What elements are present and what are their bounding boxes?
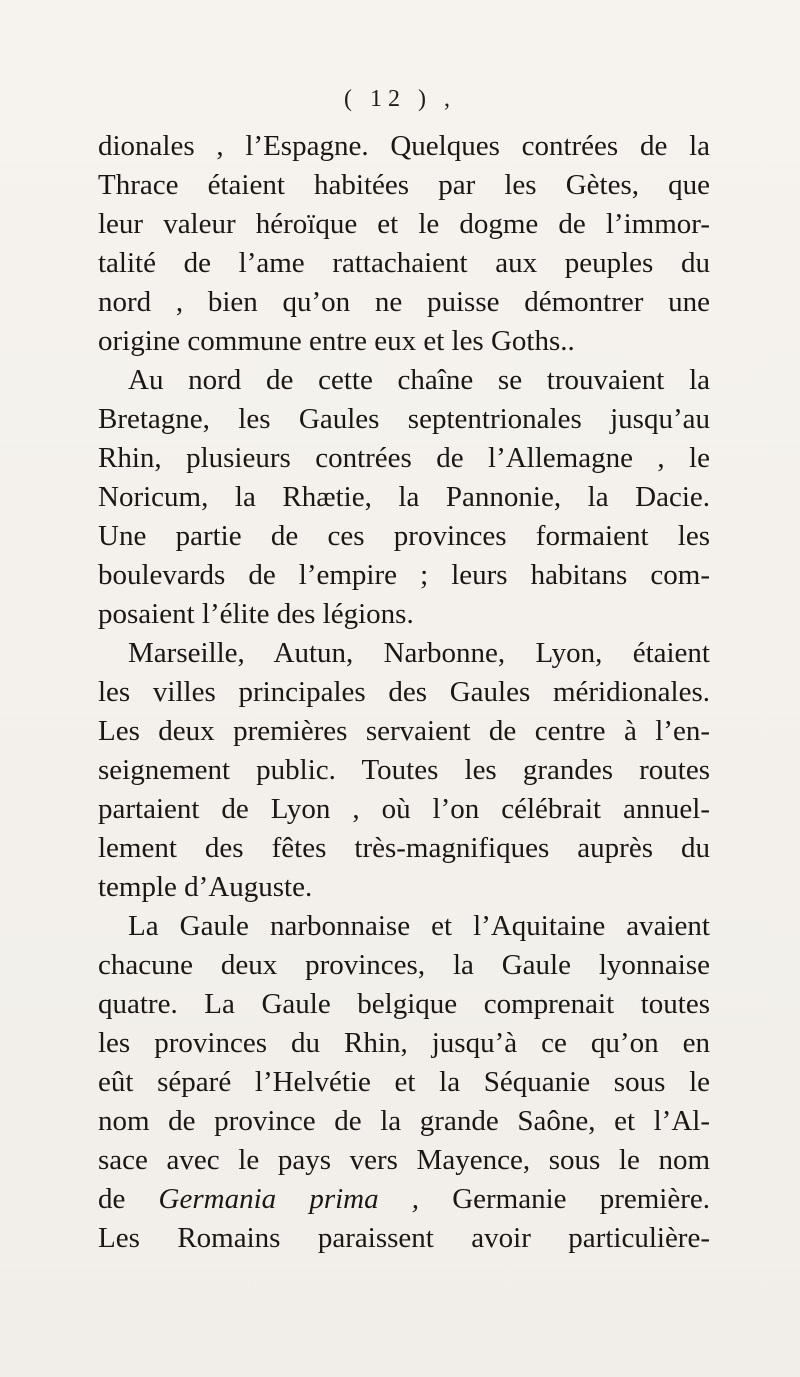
text-fragment: de (98, 1183, 126, 1215)
text-line: talité de l’ame rattachaient aux peuples du (98, 247, 710, 279)
text-line: Une partie de ces provinces formaient les (98, 520, 710, 552)
text-line: eût séparé l’Helvétie et la Séquanie sous le (98, 1066, 710, 1098)
page-number: ( 12 ) , (344, 86, 456, 112)
text-line: Les deux premières servaient de centre à l’en- (98, 715, 710, 747)
text-line: chacune deux provinces, la Gaule lyonnaise (98, 949, 710, 981)
text-line: temple d’Auguste. (98, 871, 313, 903)
text-line: boulevards de l’empire ; leurs habitans com- (98, 559, 710, 591)
text-line: nord , bien qu’on ne puisse démontrer une (98, 286, 710, 318)
text-line: leur valeur héroïque et le dogme de l’immor- (98, 208, 710, 240)
text-line: La Gaule narbonnaise et l’Aquitaine avaient (128, 910, 710, 942)
text-line: Marseille, Autun, Narbonne, Lyon, étaient (128, 637, 710, 669)
text-line: les provinces du Rhin, jusqu’à ce qu’on en (98, 1027, 710, 1059)
text-line: posaient l’élite des légions. (98, 598, 414, 630)
text-line: Noricum, la Rhætie, la Pannonie, la Dacie. (98, 481, 710, 513)
text-line: nom de province de la grande Saône, et l’Al- (98, 1105, 710, 1137)
text-line-with-italic (98, 1180, 710, 1219)
text-line: seignement public. Toutes les grandes routes (98, 754, 710, 786)
text-line: origine commune entre eux et les Goths.. (98, 325, 575, 357)
text-line: Bretagne, les Gaules septentrionales jusqu’au (98, 403, 710, 435)
text-line: lement des fêtes très-magnifiques auprès du (98, 832, 710, 864)
text-line: quatre. La Gaule belgique comprenait toutes (98, 988, 710, 1020)
italic-title: Germania prima , (158, 1183, 420, 1215)
text-line: Au nord de cette chaîne se trouvaient la (128, 364, 710, 396)
text-line: partaient de Lyon , où l’on célébrait annuel- (98, 793, 710, 825)
text-line: Rhin, plusieurs contrées de l’Allemagne , le (98, 442, 710, 474)
text-fragment: Germanie première. (452, 1183, 710, 1215)
text-line: sace avec le pays vers Mayence, sous le nom (98, 1144, 710, 1176)
body-text (98, 127, 710, 1258)
text-line: Les Romains paraissent avoir particulière- (98, 1222, 710, 1254)
text-line: Thrace étaient habitées par les Gètes, que (98, 169, 710, 201)
text-line: dionales , l’Espagne. Quelques contrées de la (98, 130, 710, 162)
text-line: les villes principales des Gaules méridionales. (98, 676, 710, 708)
